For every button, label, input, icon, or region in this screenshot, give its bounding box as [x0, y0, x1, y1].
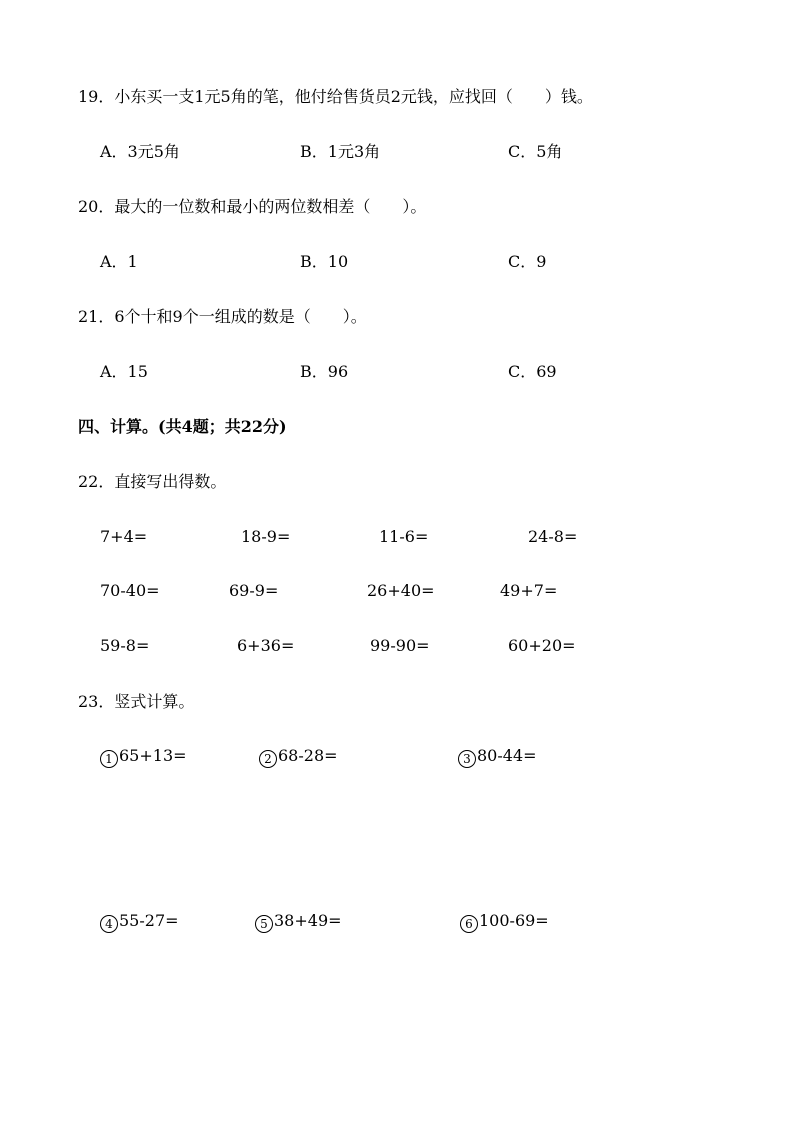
q22-problem: 18-9= — [241, 527, 291, 546]
q22-problem: 49+7= — [500, 581, 558, 600]
q23-expression: 68-28= — [278, 746, 338, 765]
circled-number-4: 4 — [100, 915, 118, 933]
q22-problem: 59-8= — [100, 636, 150, 655]
question-20-option-b: B．10 — [300, 252, 349, 271]
question-20-text: 20．最大的一位数和最小的两位数相差（ ）。 — [78, 197, 427, 216]
q23-problem-6 — [460, 911, 549, 931]
q23-problem-4 — [100, 911, 179, 931]
question-19-option-b: B．1元3角 — [300, 142, 381, 161]
question-21-option-a: A．15 — [100, 362, 148, 381]
question-21-text: 21．6个十和9个一组成的数是（ ）。 — [78, 307, 367, 326]
question-19-option-c: C．5角 — [508, 142, 563, 161]
question-19-option-a: A．3元5角 — [100, 142, 180, 161]
question-23-text: 23．竖式计算。 — [78, 692, 195, 711]
circled-number-1: 1 — [100, 750, 118, 768]
q22-problem: 60+20= — [508, 636, 576, 655]
q22-problem: 6+36= — [237, 636, 295, 655]
question-21-option-b: B．96 — [300, 362, 349, 381]
question-20-option-a: A．1 — [100, 252, 138, 271]
q22-problem: 69-9= — [229, 581, 279, 600]
q22-problem: 24-8= — [528, 527, 578, 546]
q22-problem: 26+40= — [367, 581, 435, 600]
q23-problem-3 — [458, 746, 537, 766]
question-22-text: 22．直接写出得数。 — [78, 472, 227, 491]
section-4-heading: 四、计算。(共4题；共22分) — [78, 417, 287, 436]
q22-problem: 7+4= — [100, 527, 148, 546]
q23-expression: 65+13= — [119, 746, 187, 765]
q23-expression: 38+49= — [274, 911, 342, 930]
circled-number-5: 5 — [255, 915, 273, 933]
q22-problem: 99-90= — [370, 636, 430, 655]
q22-problem: 11-6= — [379, 527, 429, 546]
q23-problem-1 — [100, 746, 187, 766]
q22-problem: 70-40= — [100, 581, 160, 600]
circled-number-6: 6 — [460, 915, 478, 933]
question-20-option-c: C．9 — [508, 252, 547, 271]
q23-problem-2 — [259, 746, 338, 766]
q23-expression: 80-44= — [477, 746, 537, 765]
q23-expression: 55-27= — [119, 911, 179, 930]
question-21-option-c: C．69 — [508, 362, 557, 381]
q23-problem-5 — [255, 911, 342, 931]
q23-expression: 100-69= — [479, 911, 549, 930]
question-19-text: 19．小东买一支1元5角的笔，他付给售货员2元钱，应找回（ ）钱。 — [78, 87, 593, 106]
circled-number-3: 3 — [458, 750, 476, 768]
circled-number-2: 2 — [259, 750, 277, 768]
